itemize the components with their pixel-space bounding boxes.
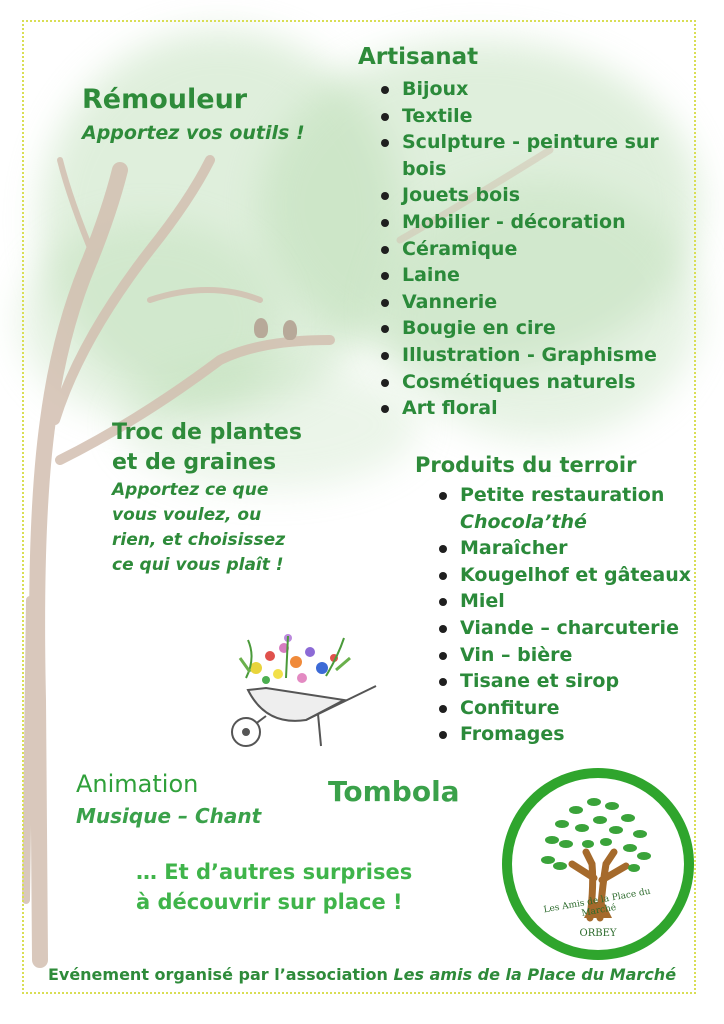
animation-subtitle: Musique – Chant [76, 804, 262, 828]
troc-title-line2: et de graines [112, 450, 277, 475]
artisanat-list [378, 76, 678, 422]
artisanat-item: Jouets bois [378, 182, 678, 209]
troc-block [112, 418, 352, 578]
footer-association: Les amis de la Place du Marché [393, 965, 677, 984]
restauration-subtitle: Chocola’thé [460, 510, 587, 533]
terroir-item: Viande – charcuterie [436, 615, 706, 642]
surprises-line2: à découvrir sur place ! [136, 890, 403, 914]
terroir-item: Confiture [436, 695, 706, 722]
logo-town: ORBEY [579, 928, 617, 939]
animation-title: Animation [76, 770, 199, 798]
terroir-item: Petite restauration Chocola’thé [436, 482, 706, 535]
terroir-title: Produits du terroir [415, 453, 637, 477]
terroir-item: Vin – bière [436, 642, 706, 669]
footer-prefix: Evénement organisé par l’association [47, 965, 388, 984]
terroir-item: Kougelhof et gâteaux [436, 562, 706, 589]
terroir-item: Maraîcher [436, 535, 706, 562]
surprises-line1: … Et d’autres surprises [136, 860, 413, 884]
terroir-item: Fromages [436, 721, 706, 748]
artisanat-item: Sculpture - peinture sur bois [378, 129, 678, 182]
footer [0, 965, 724, 984]
association-logo [502, 768, 694, 960]
artisanat-item: Vannerie [378, 289, 678, 316]
terroir-item: Miel [436, 588, 706, 615]
terroir-list [436, 482, 706, 748]
artisanat-item: Art floral [378, 395, 678, 422]
artisanat-item: Céramique [378, 236, 678, 263]
tombola-title: Tombola [328, 775, 460, 808]
artisanat-item: Illustration - Graphisme [378, 342, 678, 369]
remouleur-subtitle: Apportez vos outils ! [82, 122, 305, 144]
troc-body-line: vous voulez, ou [112, 505, 262, 525]
troc-body-line: Apportez ce que [112, 480, 269, 500]
logo-association-name: Les Amis de la Place du Marché [542, 886, 652, 919]
artisanat-item: Cosmétiques naturels [378, 369, 678, 396]
troc-body-line: rien, et choisissez [112, 530, 286, 550]
artisanat-title: Artisanat [358, 44, 479, 70]
artisanat-item: Bougie en cire [378, 315, 678, 342]
terroir-item: Tisane et sirop [436, 668, 706, 695]
flower-wheelbarrow-illustration [226, 628, 386, 758]
artisanat-item: Textile [378, 103, 678, 130]
troc-body-line: ce qui vous plaît ! [112, 555, 284, 575]
troc-title-line1: Troc de plantes [112, 420, 302, 445]
artisanat-item: Mobilier - décoration [378, 209, 678, 236]
artisanat-item: Laine [378, 262, 678, 289]
remouleur-title: Rémouleur [82, 84, 248, 115]
artisanat-item: Bijoux [378, 76, 678, 103]
